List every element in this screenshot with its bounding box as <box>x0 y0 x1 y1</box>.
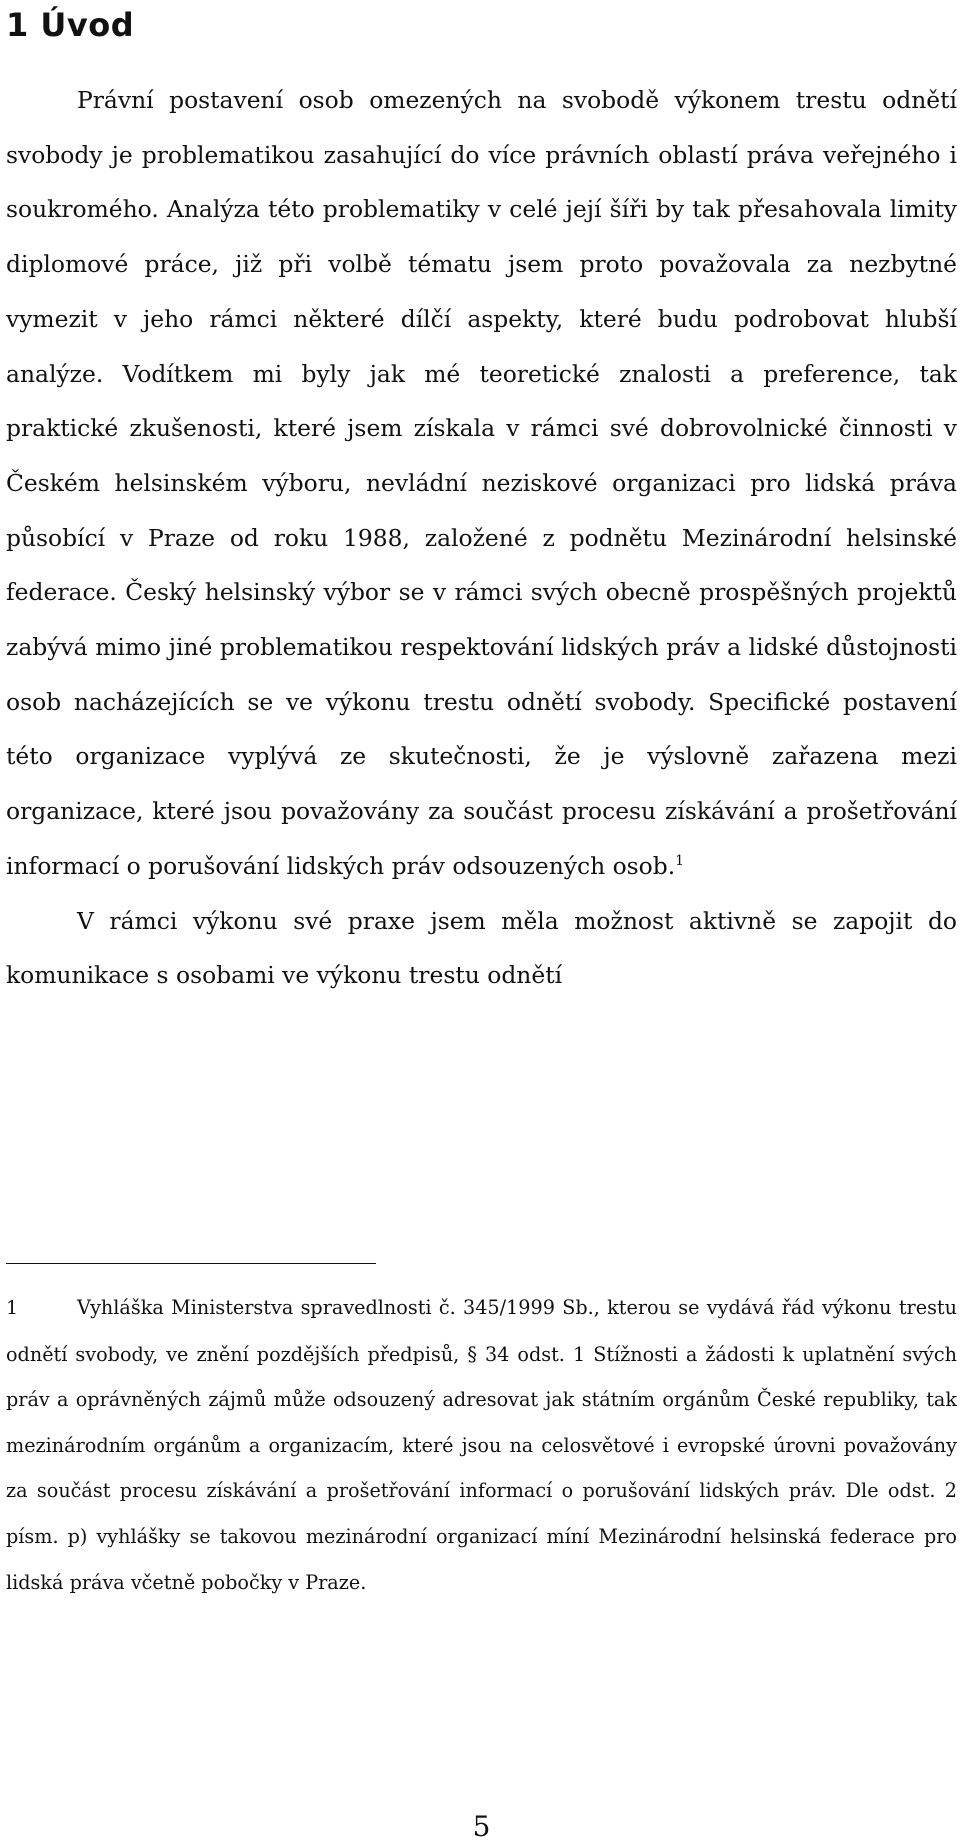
paragraph: V rámci výkonu své praxe jsem měla možnost aktivně se zapojit do komunikace s osobami ve výkonu trestu odnětí <box>6 906 957 990</box>
document-page <box>6 0 957 1845</box>
body-text <box>6 73 957 1003</box>
footnote-mark: 1 <box>6 1297 19 1319</box>
footnote-separator <box>6 1263 376 1264</box>
chapter-heading: 1 Úvod <box>6 6 135 44</box>
paragraph <box>6 73 957 894</box>
footnote-reference[interactable]: 1 <box>675 853 685 870</box>
paragraph-text: Právní postavení osob omezených na svobodě výkonem trestu odnětí svobody je problematikou zasahující do více právních oblastí práva veřejného i soukromého. Analýza této problematiky v celé její šíři by tak přesahovala limity diplomové práce, již při volbě tématu jsem proto považovala za nezbytné vymezit v jeho rámci některé dílčí aspekty, které budu podrobovat hlubší analýze. Vodítkem mi byly jak mé teoretické znalosti a preference, tak praktické zkušenosti, které jsem získala v rámci své dobrovolnické činnosti v Českém helsinském výboru, nevládní neziskové organizaci pro lidská práva působící v Praze od roku 1988, založené z podnětu Mezinárodní helsinské federace. Český helsinský výbor se v rámci svých obecně prospěšných projektů zabývá mimo jiné problematikou respektování lidských práv a lidské důstojnosti osob nacházejících se ve výkonu trestu odnětí svobody. Specifické postavení této organizace vyplývá ze skutečnosti, že je výslovně zařazena mezi organizace, které jsou považovány za součást procesu získávání a prošetřování informací o porušování lidských práv odsouzených osob. <box>6 86 957 880</box>
page-number: 5 <box>472 1810 491 1843</box>
footnote-text: Vyhláška Ministerstva spravedlnosti č. 345/1999 Sb., kterou se vydává řád výkonu trestu odnětí svobody, ve znění pozdějších předpisů, § 34 odst. 1 Stížnosti a žádosti k uplatnění svých práv a oprávněných zájmů může odsouzený adresovat jak státním orgánům České republiky, tak mezinárodním orgánům a organizacím, které jsou na celosvětové i evropské úrovni považovány za součást procesu získávání a prošetřování informací o porušování lidských práv. Dle odst. 2 písm. p) vyhlášky se takovou mezinárodní organizací míní Mezinárodní helsinská federace pro lidská práva včetně pobočky v Praze. <box>6 1296 957 1594</box>
footnote <box>6 1285 957 1605</box>
footnotes <box>6 1285 957 1605</box>
